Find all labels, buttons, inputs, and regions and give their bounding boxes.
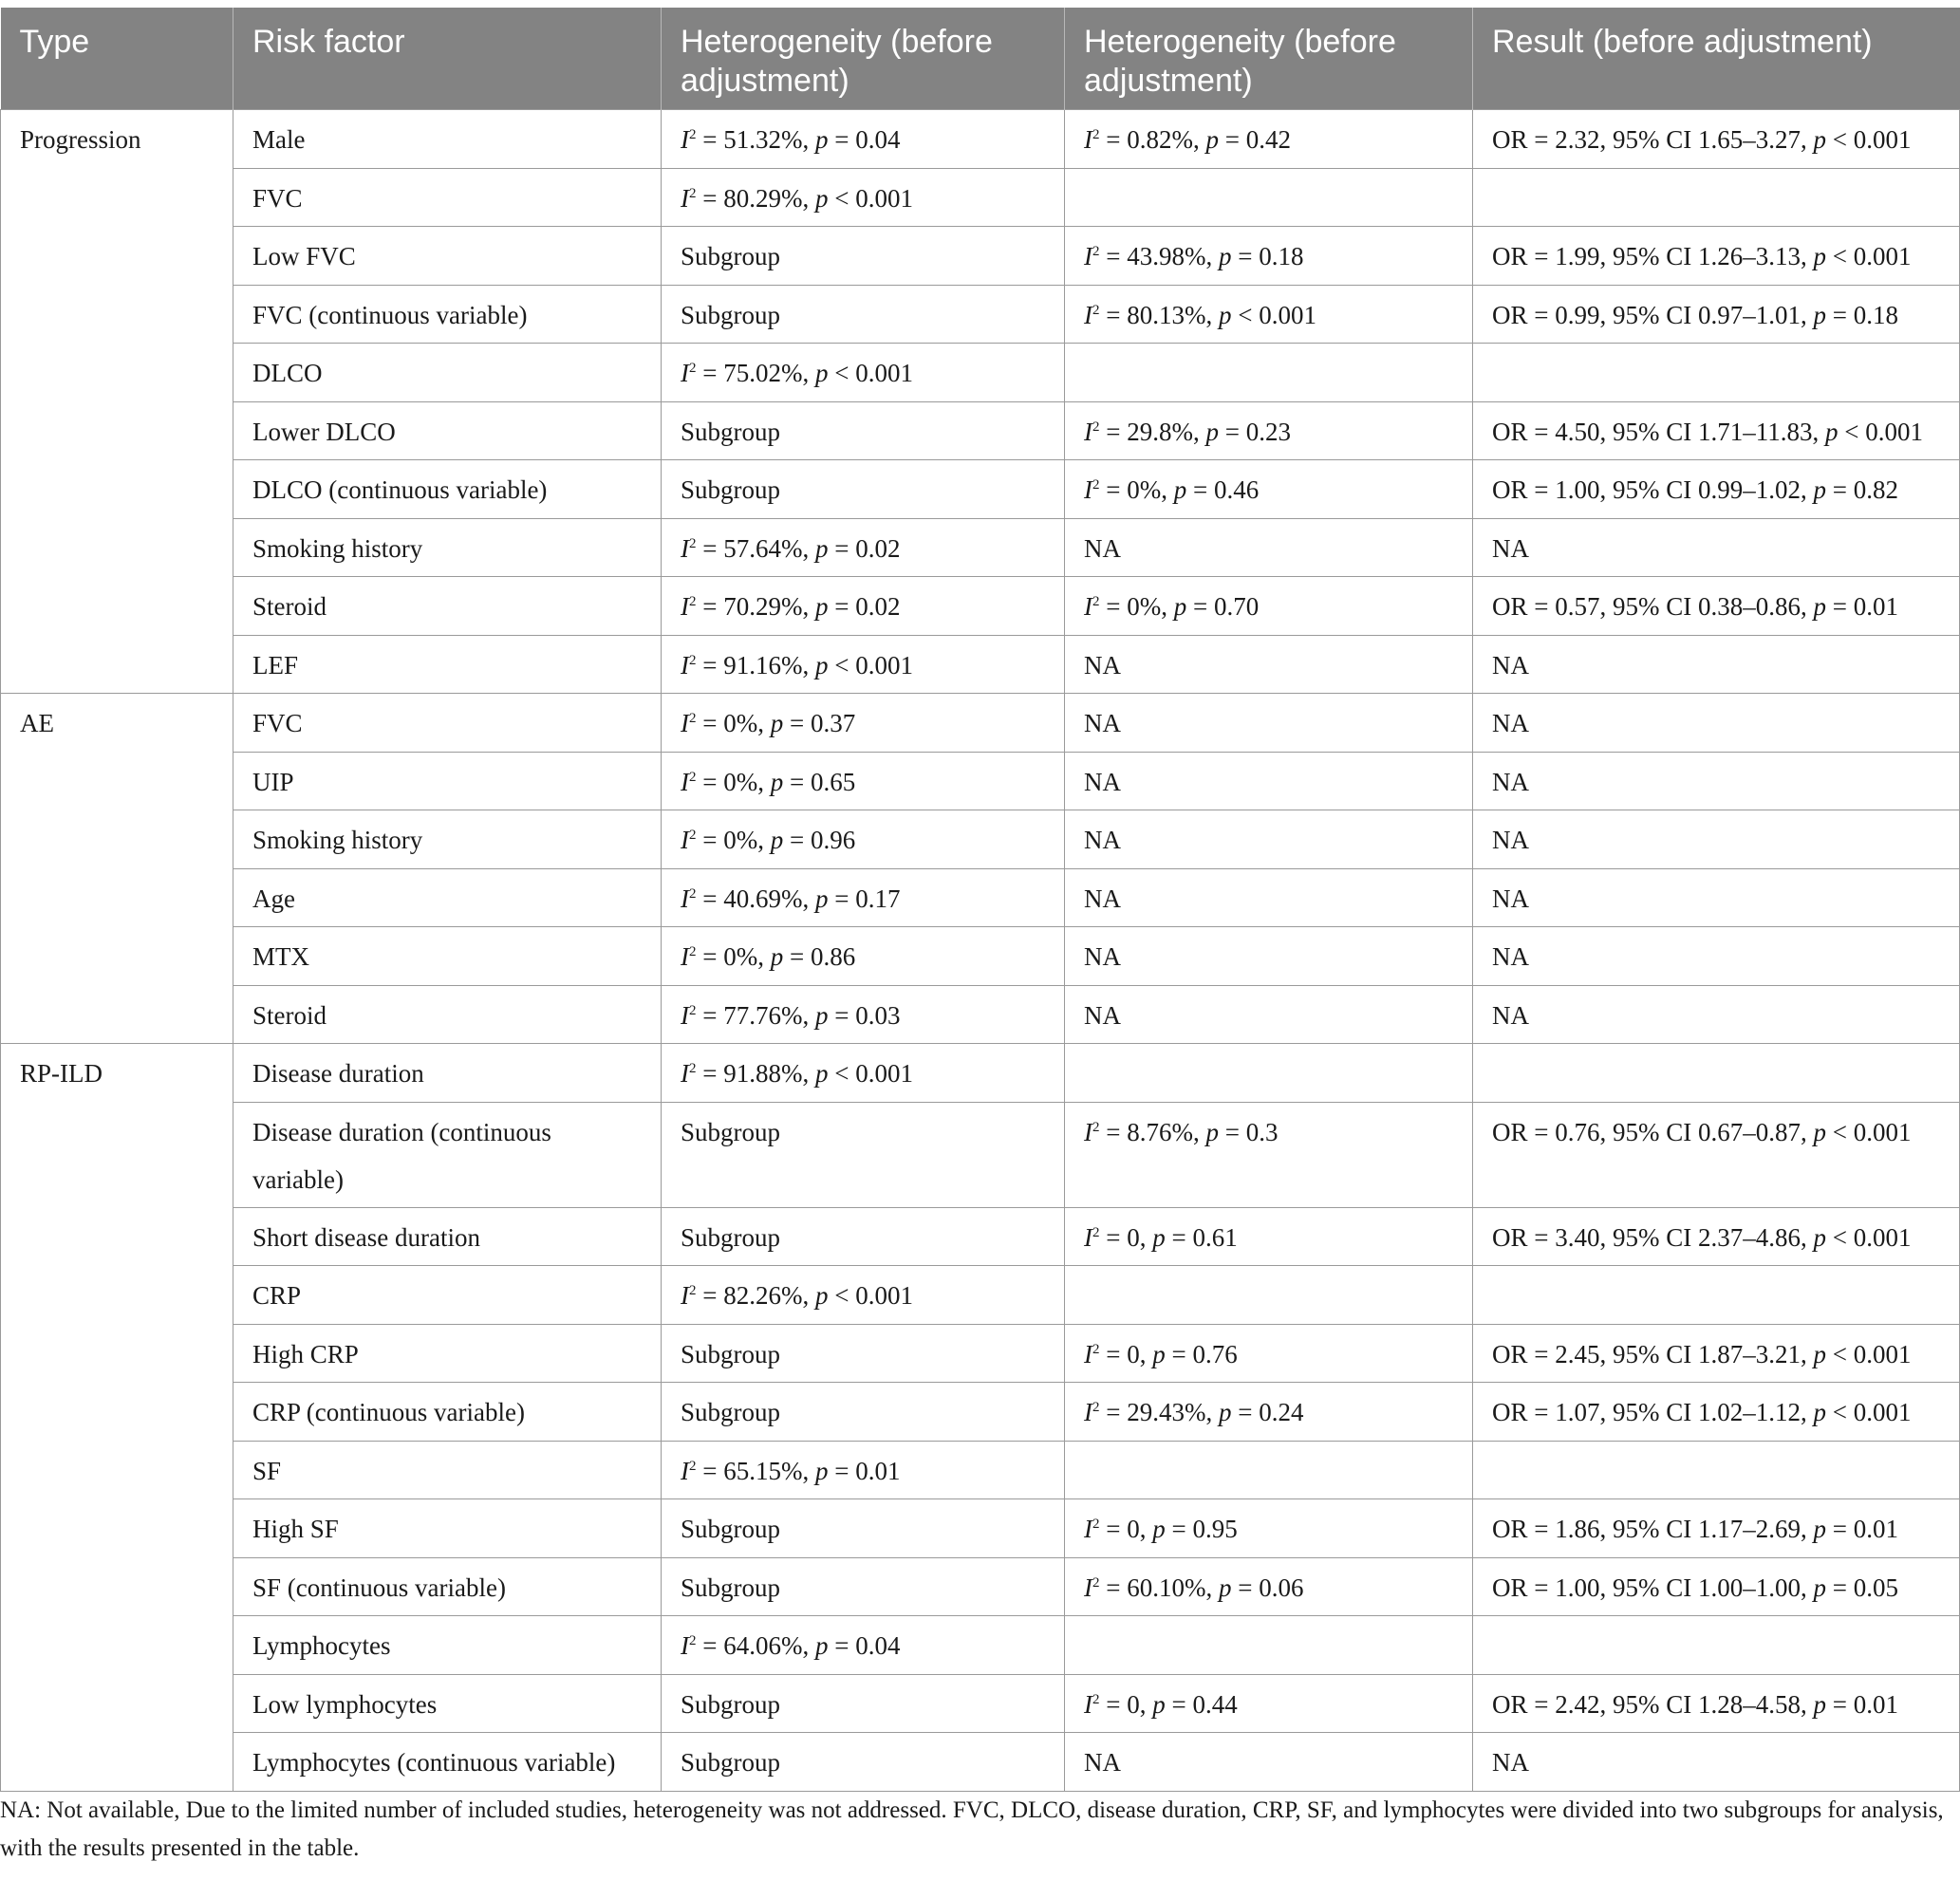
header-row [1, 8, 1960, 110]
heterogeneity-before-cell: $I^2 = 0\%$, p = 0.86 [662, 927, 1065, 986]
risk-factor-cell: FVC [233, 694, 662, 753]
table-row [1, 168, 1960, 227]
heterogeneity-before-cell: $I^2 = 0\%$, p = 0.37 [662, 694, 1065, 753]
table-row [1, 110, 1960, 169]
table-row [1, 1102, 1960, 1207]
table-row [1, 635, 1960, 694]
result-cell: NA [1473, 1733, 1960, 1792]
risk-factor-cell: Disease duration (continuous variable) [233, 1102, 662, 1207]
heterogeneity-before-cell: Subgroup [662, 401, 1065, 460]
table-row [1, 518, 1960, 577]
table-row [1, 1733, 1960, 1792]
result-cell: NA [1473, 810, 1960, 869]
heterogeneity-before-cell: $I^2 = 64.06\%$, p = 0.04 [662, 1616, 1065, 1675]
result-cell: OR = 0.99, 95% CI 0.97–1.01, p = 0.18 [1473, 285, 1960, 344]
header-type: Type [1, 8, 233, 110]
result-cell: NA [1473, 518, 1960, 577]
heterogeneity-before-cell: Subgroup [662, 1557, 1065, 1616]
result-cell: OR = 2.32, 95% CI 1.65–3.27, p < 0.001 [1473, 110, 1960, 169]
heterogeneity-before-cell: $I^2 = 91.88\%$, p < 0.001 [662, 1044, 1065, 1103]
heterogeneity-before-cell: Subgroup [662, 460, 1065, 519]
heterogeneity-before-cell: Subgroup [662, 1324, 1065, 1383]
result-cell: OR = 1.86, 95% CI 1.17–2.69, p = 0.01 [1473, 1499, 1960, 1558]
table-body [1, 110, 1960, 1792]
heterogeneity-before-cell: $I^2 = 40.69\%$, p = 0.17 [662, 868, 1065, 927]
table-row [1, 1266, 1960, 1325]
risk-factor-cell: Disease duration [233, 1044, 662, 1103]
heterogeneity-after-cell [1065, 1266, 1473, 1325]
result-cell [1473, 1441, 1960, 1499]
result-cell: OR = 4.50, 95% CI 1.71–11.83, p < 0.001 [1473, 401, 1960, 460]
heterogeneity-after-cell: $I^2 = 29.43\%$, p = 0.24 [1065, 1383, 1473, 1442]
table-row [1, 868, 1960, 927]
table-row [1, 810, 1960, 869]
result-cell [1473, 344, 1960, 402]
result-cell: OR = 2.45, 95% CI 1.87–3.21, p < 0.001 [1473, 1324, 1960, 1383]
type-cell: RP-ILD [1, 1044, 233, 1792]
result-cell: OR = 1.00, 95% CI 0.99–1.02, p = 0.82 [1473, 460, 1960, 519]
heterogeneity-before-cell: Subgroup [662, 1207, 1065, 1266]
table-row [1, 694, 1960, 753]
risk-factor-cell: High CRP [233, 1324, 662, 1383]
table-row [1, 1616, 1960, 1675]
heterogeneity-after-cell: $I^2 = 29.8\%$, p = 0.23 [1065, 401, 1473, 460]
heterogeneity-before-cell: $I^2 = 91.16\%$, p < 0.001 [662, 635, 1065, 694]
heterogeneity-before-cell: $I^2 = 82.26\%$, p < 0.001 [662, 1266, 1065, 1325]
heterogeneity-after-cell: $I^2 = 43.98\%$, p = 0.18 [1065, 227, 1473, 286]
risk-factor-cell: MTX [233, 927, 662, 986]
table-footnote: NA: Not available, Due to the limited number of included studies, heterogeneity was not addressed. FVC, DLCO, disease duration, CRP, SF, and lymphocytes were divided into two subgroups for analysis, with the results presented in the table. [0, 1797, 1944, 1861]
heterogeneity-before-cell: $I^2 = 77.76\%$, p = 0.03 [662, 985, 1065, 1044]
heterogeneity-after-cell: $I^2 = 8.76\%$, p = 0.3 [1065, 1102, 1473, 1207]
heterogeneity-after-cell: NA [1065, 1733, 1473, 1792]
heterogeneity-after-cell [1065, 1616, 1473, 1675]
heterogeneity-after-cell: NA [1065, 810, 1473, 869]
heterogeneity-after-cell: $I^2 = 0$, p = 0.44 [1065, 1674, 1473, 1733]
table-row [1, 1044, 1960, 1103]
risk-factor-table [0, 8, 1960, 1792]
type-cell: Progression [1, 110, 233, 694]
result-cell [1473, 1266, 1960, 1325]
risk-factor-cell: CRP [233, 1266, 662, 1325]
table-row [1, 1324, 1960, 1383]
heterogeneity-before-cell: Subgroup [662, 1499, 1065, 1558]
type-cell: AE [1, 694, 233, 1044]
heterogeneity-after-cell: NA [1065, 927, 1473, 986]
heterogeneity-after-cell: NA [1065, 518, 1473, 577]
heterogeneity-before-cell: Subgroup [662, 1674, 1065, 1733]
heterogeneity-before-cell: $I^2 = 70.29\%$, p = 0.02 [662, 577, 1065, 636]
table-row [1, 1441, 1960, 1499]
heterogeneity-after-cell: $I^2 = 0\%$, p = 0.70 [1065, 577, 1473, 636]
result-cell: NA [1473, 752, 1960, 810]
risk-factor-cell: Age [233, 868, 662, 927]
heterogeneity-after-cell: $I^2 = 0$, p = 0.76 [1065, 1324, 1473, 1383]
risk-factor-cell: LEF [233, 635, 662, 694]
heterogeneity-before-cell: Subgroup [662, 1383, 1065, 1442]
table-row [1, 577, 1960, 636]
result-cell: NA [1473, 694, 1960, 753]
table-row [1, 285, 1960, 344]
result-cell: OR = 3.40, 95% CI 2.37–4.86, p < 0.001 [1473, 1207, 1960, 1266]
heterogeneity-after-cell: NA [1065, 868, 1473, 927]
risk-factor-cell: Lymphocytes [233, 1616, 662, 1675]
risk-factor-cell: Low lymphocytes [233, 1674, 662, 1733]
heterogeneity-after-cell: $I^2 = 0$, p = 0.95 [1065, 1499, 1473, 1558]
heterogeneity-before-cell: $I^2 = 65.15\%$, p = 0.01 [662, 1441, 1065, 1499]
result-cell [1473, 1044, 1960, 1103]
heterogeneity-before-cell: $I^2 = 57.64\%$, p = 0.02 [662, 518, 1065, 577]
risk-factor-cell: Smoking history [233, 518, 662, 577]
risk-factor-cell: Male [233, 110, 662, 169]
result-cell: NA [1473, 868, 1960, 927]
table-row [1, 927, 1960, 986]
risk-factor-cell: DLCO (continuous variable) [233, 460, 662, 519]
risk-factor-cell: Lower DLCO [233, 401, 662, 460]
table-row [1, 401, 1960, 460]
heterogeneity-after-cell: $I^2 = 0$, p = 0.61 [1065, 1207, 1473, 1266]
risk-factor-cell: High SF [233, 1499, 662, 1558]
heterogeneity-before-cell: Subgroup [662, 227, 1065, 286]
heterogeneity-after-cell: NA [1065, 752, 1473, 810]
risk-factor-cell: Lymphocytes (continuous variable) [233, 1733, 662, 1792]
heterogeneity-before-cell: Subgroup [662, 1102, 1065, 1207]
risk-factor-cell: SF [233, 1441, 662, 1499]
table-row [1, 227, 1960, 286]
risk-factor-cell: FVC [233, 168, 662, 227]
heterogeneity-before-cell: $I^2 = 75.02\%$, p < 0.001 [662, 344, 1065, 402]
heterogeneity-after-cell: NA [1065, 694, 1473, 753]
table-header [1, 8, 1960, 110]
table-row [1, 752, 1960, 810]
risk-factor-cell: UIP [233, 752, 662, 810]
header-risk-factor: Risk factor [233, 8, 662, 110]
result-cell: OR = 2.42, 95% CI 1.28–4.58, p = 0.01 [1473, 1674, 1960, 1733]
heterogeneity-after-cell: NA [1065, 985, 1473, 1044]
heterogeneity-before-cell: $I^2 = 80.29\%$, p < 0.001 [662, 168, 1065, 227]
result-cell: OR = 1.99, 95% CI 1.26–3.13, p < 0.001 [1473, 227, 1960, 286]
heterogeneity-before-cell: $I^2 = 0\%$, p = 0.65 [662, 752, 1065, 810]
heterogeneity-after-cell [1065, 168, 1473, 227]
table-row [1, 985, 1960, 1044]
table-row [1, 1557, 1960, 1616]
result-cell: OR = 0.76, 95% CI 0.67–0.87, p < 0.001 [1473, 1102, 1960, 1207]
table-row [1, 1674, 1960, 1733]
header-heterogeneity-1: Heterogeneity (before adjustment) [662, 8, 1065, 110]
result-cell [1473, 168, 1960, 227]
heterogeneity-after-cell: NA [1065, 635, 1473, 694]
risk-factor-cell: Low FVC [233, 227, 662, 286]
heterogeneity-after-cell: $I^2 = 0\%$, p = 0.46 [1065, 460, 1473, 519]
risk-factor-cell: Smoking history [233, 810, 662, 869]
table-row [1, 1207, 1960, 1266]
table-container [0, 8, 1960, 1792]
risk-factor-cell: SF (continuous variable) [233, 1557, 662, 1616]
risk-factor-cell: Short disease duration [233, 1207, 662, 1266]
risk-factor-cell: CRP (continuous variable) [233, 1383, 662, 1442]
header-heterogeneity-2: Heterogeneity (before adjustment) [1065, 8, 1473, 110]
result-cell: OR = 0.57, 95% CI 0.38–0.86, p = 0.01 [1473, 577, 1960, 636]
table-row [1, 344, 1960, 402]
heterogeneity-after-cell: $I^2 = 80.13\%$, p < 0.001 [1065, 285, 1473, 344]
risk-factor-cell: FVC (continuous variable) [233, 285, 662, 344]
result-cell: NA [1473, 985, 1960, 1044]
table-row [1, 460, 1960, 519]
heterogeneity-after-cell [1065, 344, 1473, 402]
heterogeneity-before-cell: $I^2 = 0\%$, p = 0.96 [662, 810, 1065, 869]
heterogeneity-before-cell: Subgroup [662, 285, 1065, 344]
risk-factor-cell: DLCO [233, 344, 662, 402]
header-result: Result (before adjustment) [1473, 8, 1960, 110]
risk-factor-cell: Steroid [233, 985, 662, 1044]
heterogeneity-before-cell: $I^2 = 51.32\%$, p = 0.04 [662, 110, 1065, 169]
heterogeneity-after-cell [1065, 1441, 1473, 1499]
table-row [1, 1499, 1960, 1558]
heterogeneity-before-cell: Subgroup [662, 1733, 1065, 1792]
result-cell: NA [1473, 927, 1960, 986]
heterogeneity-after-cell: $I^2 = 0.82\%$, p = 0.42 [1065, 110, 1473, 169]
result-cell: NA [1473, 635, 1960, 694]
risk-factor-cell: Steroid [233, 577, 662, 636]
result-cell [1473, 1616, 1960, 1675]
result-cell: OR = 1.00, 95% CI 1.00–1.00, p = 0.05 [1473, 1557, 1960, 1616]
heterogeneity-after-cell: $I^2 = 60.10\%$, p = 0.06 [1065, 1557, 1473, 1616]
table-row [1, 1383, 1960, 1442]
heterogeneity-after-cell [1065, 1044, 1473, 1103]
result-cell: OR = 1.07, 95% CI 1.02–1.12, p < 0.001 [1473, 1383, 1960, 1442]
